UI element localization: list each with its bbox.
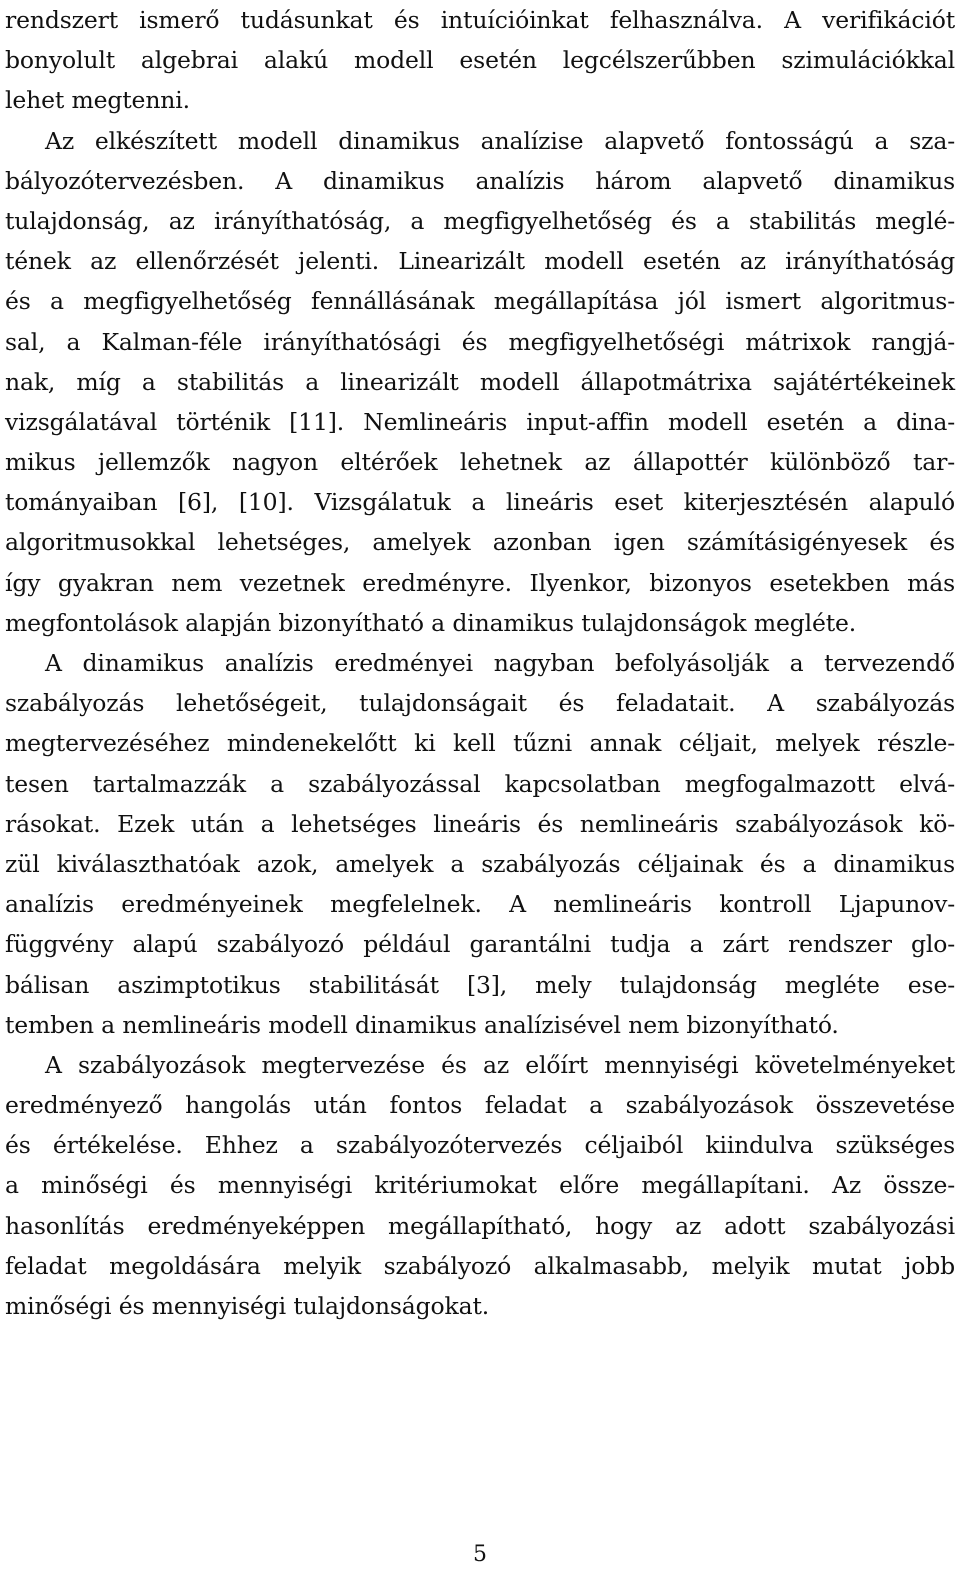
text-line: feladat megoldására melyik szabályozó alkalmasabb, melyik mutat jobb bbox=[5, 1251, 955, 1280]
text-line: nak, míg a stabilitás a linearizált modell állapotmátrixa sajátértékeinek bbox=[5, 367, 955, 396]
text-line: megtervezéséhez mindenekelőtt ki kell tűzni annak céljait, melyek részle- bbox=[5, 729, 955, 758]
text-line: tományaiban [6], [10]. Vizsgálatuk a lineáris eset kiterjesztésén alapuló bbox=[5, 488, 955, 517]
text-line: minőségi és mennyiségi tulajdonságokat. bbox=[5, 1292, 490, 1320]
text-line: hasonlítás eredményeképpen megállapítható, hogy az adott szabályozási bbox=[5, 1211, 955, 1240]
text-line: rendszert ismerő tudásunkat és intuícióinkat felhasználva. A verifikációt bbox=[5, 6, 955, 34]
text-line: a minőségi és mennyiségi kritériumokat előre megállapítani. Az össze- bbox=[5, 1171, 955, 1200]
text-line: tulajdonság, az irányíthatóság, a megfigyelhetőség és a stabilitás meglé- bbox=[5, 206, 955, 235]
paragraph-start-line: A dinamikus analízis eredményei nagyban befolyásolják a tervezendő bbox=[45, 649, 955, 677]
text-line: sal, a Kalman-féle irányíthatósági és megfigyelhetőségi mátrixok rangjá- bbox=[5, 327, 955, 356]
paragraph-start-line: A szabályozások megtervezése és az előírt mennyiségi követelményeket bbox=[45, 1050, 955, 1079]
text-line: eredményező hangolás után fontos feladat a szabályozások összevetése bbox=[5, 1091, 955, 1120]
text-line: algoritmusokkal lehetséges, amelyek azonban igen számításigényesek és bbox=[5, 528, 955, 557]
paragraph-start-line: Az elkészített modell dinamikus analízise alapvető fontosságú a sza- bbox=[45, 126, 955, 155]
text-line: analízis eredményeinek megfelelnek. A nemlineáris kontroll Ljapunov- bbox=[5, 890, 955, 919]
text-line: bályozótervezésben. A dinamikus analízis három alapvető dinamikus bbox=[5, 166, 955, 195]
text-line: megfontolások alapján bizonyítható a dinamikus tulajdonságok megléte. bbox=[5, 608, 857, 637]
text-line: szabályozás lehetőségeit, tulajdonságait és feladatait. A szabályozás bbox=[5, 689, 955, 718]
text-line: temben a nemlineáris modell dinamikus analízisével nem bizonyítható. bbox=[5, 1010, 839, 1039]
text-line: így gyakran nem vezetnek eredményre. Ilyenkor, bizonyos esetekben más bbox=[5, 568, 955, 597]
text-line: bálisan aszimptotikus stabilitását [3], mely tulajdonság megléte ese- bbox=[5, 970, 955, 999]
text-line: tesen tartalmazzák a szabályozással kapcsolatban megfogalmazott elvá- bbox=[5, 769, 955, 798]
text-line: tének az ellenőrzését jelenti. Linearizált modell esetén az irányíthatóság bbox=[5, 247, 955, 276]
text-line: lehet megtenni. bbox=[5, 86, 190, 115]
text-line: vizsgálatával történik [11]. Nemlineáris input-affin modell esetén a dina- bbox=[5, 407, 955, 436]
text-line: rásokat. Ezek után a lehetséges lineáris és nemlineáris szabályozások kö- bbox=[5, 809, 955, 838]
text-line: és a megfigyelhetőség fennállásának megállapítása jól ismert algoritmus- bbox=[5, 287, 955, 316]
page-number: 5 bbox=[473, 1542, 487, 1567]
text-line: függvény alapú szabályozó például garantálni tudja a zárt rendszer glo- bbox=[5, 930, 955, 959]
text-line: mikus jellemzők nagyon eltérőek lehetnek az állapottér különböző tar- bbox=[5, 448, 955, 477]
text-line: bonyolult algebrai alakú modell esetén legcélszerűbben szimulációkkal bbox=[5, 46, 955, 75]
document-page bbox=[5, 0, 955, 1326]
text-line: és értékelése. Ehhez a szabályozótervezés céljaiból kiindulva szükséges bbox=[5, 1131, 955, 1160]
text-line: zül kiválaszthatóak azok, amelyek a szabályozás céljainak és a dinamikus bbox=[5, 849, 955, 878]
